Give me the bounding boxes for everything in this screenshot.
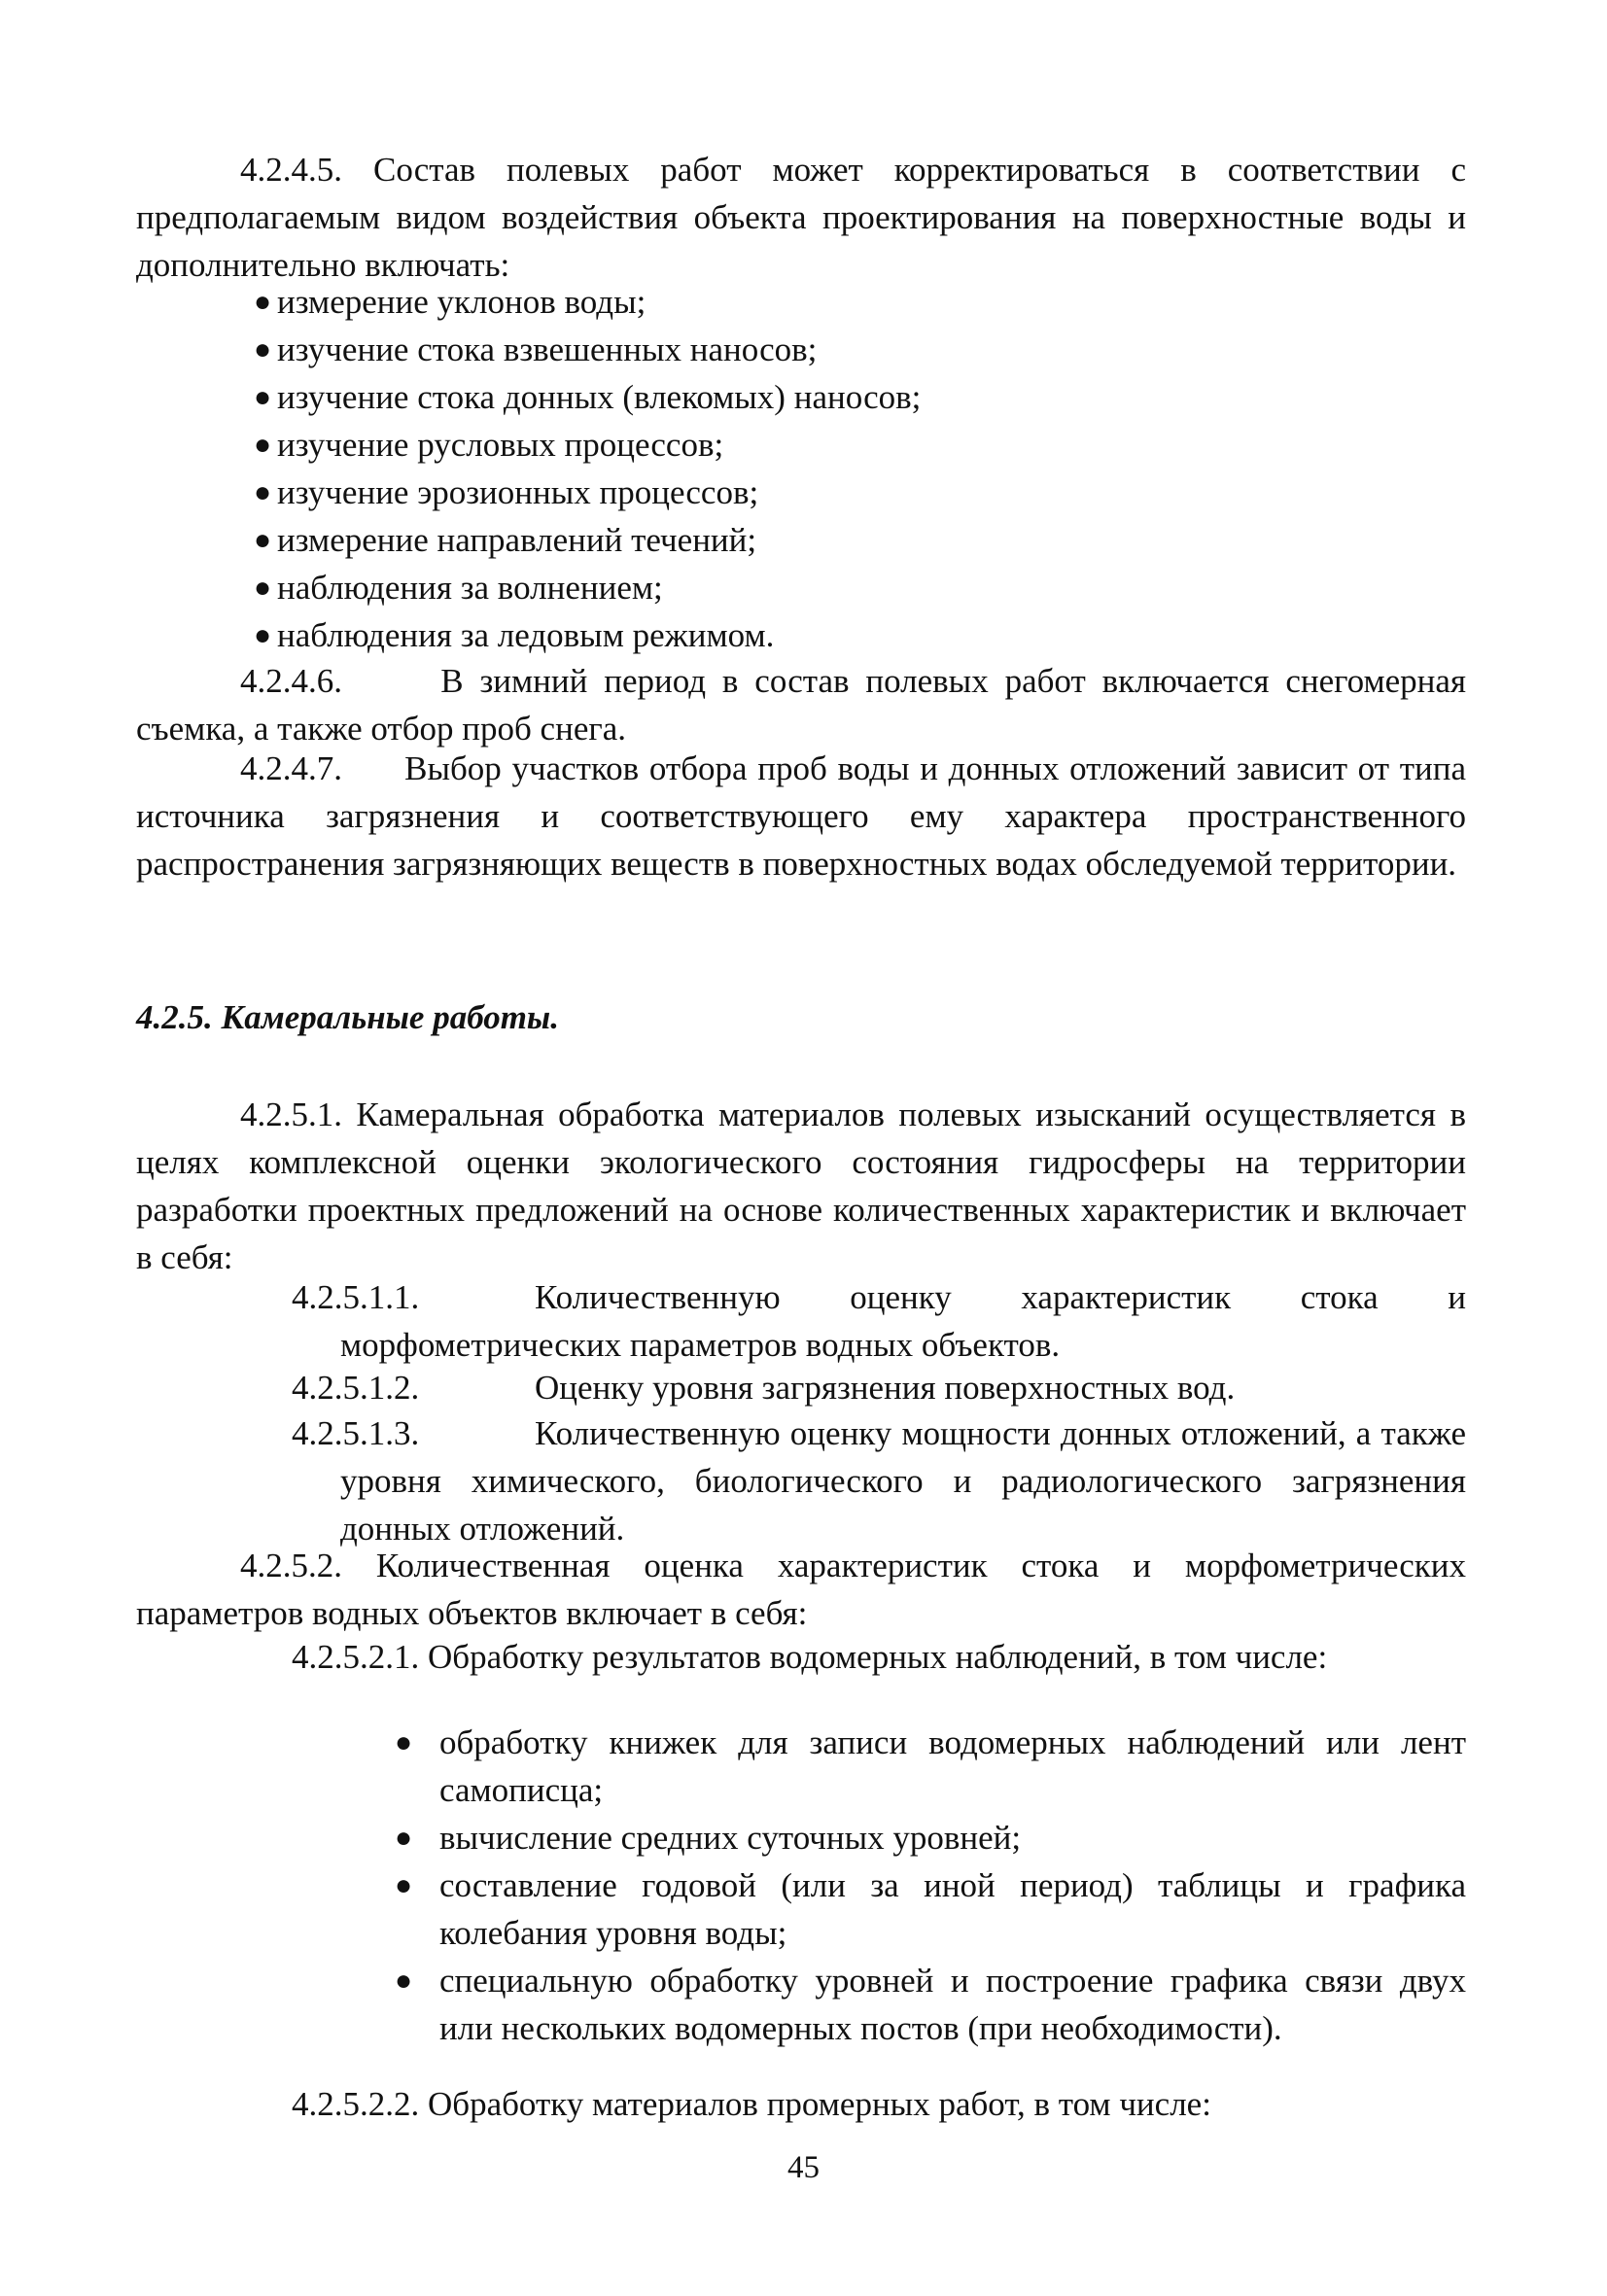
list-item: ● изучение русловых процессов;	[277, 421, 1466, 469]
list-item: ● измерение уклонов воды;	[277, 278, 1466, 326]
item-number: 4.2.5.1.1.	[292, 1278, 420, 1316]
numbered-item	[292, 1273, 1466, 1369]
item-text: Оценку уровня загрязнения поверхностных вод.	[535, 1369, 1236, 1407]
bullet-icon: ●	[254, 381, 272, 413]
bullet-icon: ●	[254, 524, 272, 556]
bullet-icon: ●	[254, 333, 272, 365]
paragraph-4-2-5-2: 4.2.5.2. Количественная оценка характеристик стока и морфометрических параметров водных объектов включает в себя:	[136, 1547, 1466, 1632]
list-item: ● изучение стока взвешенных наносов;	[277, 326, 1466, 373]
bullet-icon: ●	[254, 429, 272, 461]
bullet-icon: ●	[395, 1869, 413, 1901]
bullet-list-field-works	[254, 278, 1466, 659]
bullet-icon: ●	[254, 572, 272, 604]
item-text: Количественную оценку мощности донных отложений, а также уровня химического, биологического и радиологического загрязнения донных отложений.	[340, 1414, 1466, 1548]
list-item: ● наблюдения за ледовым режимом.	[277, 611, 1466, 659]
paragraph-4-2-4-7: 4.2.4.7. Выбор участков отбора проб воды и донных отложений зависит от типа источника загрязнения и соответствующего ему характера пространственного распространения загрязняющих веществ в поверхностных водах обследуемой территории.	[136, 749, 1475, 883]
paragraph-4-2-4-6: 4.2.4.6. В зимний период в состав полевых работ включается снегомерная съемка, а также отбор проб снега.	[136, 662, 1475, 748]
numbered-item	[292, 1409, 1466, 1552]
list-item: ● обработку книжек для записи водомерных наблюдений или лент самописца;	[439, 1719, 1466, 1814]
paragraph-4-2-4-5: 4.2.4.5. Состав полевых работ может корректироваться в соответствии с предполагаемым видом воздействия объекта проектирования на поверхностные воды и дополнительно включать:	[136, 151, 1466, 284]
list-item: ● составление годовой (или за иной период) таблицы и графика колебания уровня воды;	[439, 1861, 1466, 1957]
paragraph-4-2-5-2-2: 4.2.5.2.2. Обработку материалов промерных работ, в том числе:	[292, 2085, 1211, 2123]
list-item: ● вычисление средних суточных уровней;	[439, 1814, 1466, 1861]
numbered-item	[292, 1364, 1466, 1411]
list-item: ● наблюдения за волнением;	[277, 564, 1466, 611]
bullet-icon: ●	[395, 1726, 413, 1758]
page-number: 45	[787, 2150, 820, 2185]
list-item: ● специальную обработку уровней и построение графика связи двух или нескольких водомерных постов (при необходимости).	[439, 1957, 1466, 2052]
paragraph-4-2-5-2-1: 4.2.5.2.1. Обработку результатов водомерных наблюдений, в том числе:	[292, 1638, 1328, 1676]
item-number: 4.2.5.1.3.	[292, 1414, 420, 1452]
paragraph-4-2-5-1: 4.2.5.1. Камеральная обработка материалов полевых изысканий осуществляется в целях комплексной оценки экологического состояния гидросферы на территории разработки проектных предложений на основе количественных характеристик и включает в себя:	[136, 1096, 1466, 1276]
bullet-icon: ●	[254, 476, 272, 508]
list-item: ● изучение стока донных (влекомых) наносов;	[277, 373, 1466, 421]
bullet-icon: ●	[395, 1822, 413, 1854]
list-item: ● измерение направлений течений;	[277, 516, 1466, 564]
bullet-icon: ●	[395, 1965, 413, 1997]
item-text: Количественную оценку характеристик стока и морфометрических параметров водных объектов.	[340, 1278, 1466, 1364]
bullet-list-gauge-processing	[395, 1719, 1466, 2052]
section-heading: 4.2.5. Камеральные работы.	[136, 998, 559, 1036]
item-number: 4.2.5.1.2.	[292, 1369, 420, 1407]
list-item: ● изучение эрозионных процессов;	[277, 469, 1466, 516]
bullet-icon: ●	[254, 619, 272, 651]
bullet-icon: ●	[254, 286, 272, 318]
